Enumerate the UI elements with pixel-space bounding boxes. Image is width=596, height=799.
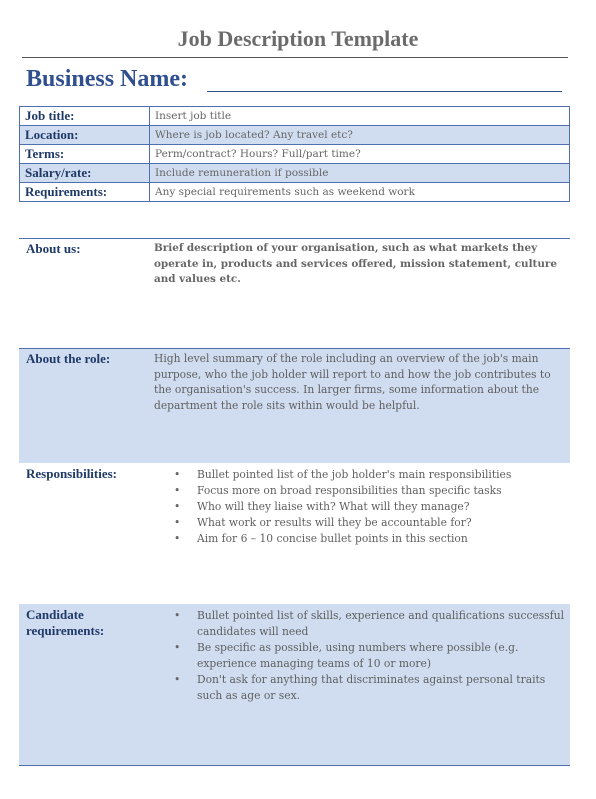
terms-label: Terms: (20, 145, 150, 164)
candidate-requirements-label: Candidate requirements: (26, 607, 105, 638)
location-value[interactable]: Where is job located? Any travel etc? (150, 126, 570, 145)
salary-rate-label: Salary/rate: (20, 164, 150, 183)
location-label: Location: (20, 126, 150, 145)
about-role-section (19, 348, 570, 463)
job-title-label: Job title: (20, 107, 150, 126)
responsibilities-section (19, 463, 570, 604)
business-name-label: Business Name: (26, 66, 189, 92)
list-item[interactable]: • Don't ask for anything that discriminates against personal traits such as age or sex. (174, 672, 564, 704)
list-item[interactable]: • Bullet pointed list of the job holder's main responsibilities (174, 467, 564, 483)
job-title-value[interactable]: Insert job title (150, 107, 570, 126)
bottom-divider (19, 765, 570, 766)
responsibilities-list (174, 467, 564, 547)
business-name-field[interactable] (207, 91, 562, 92)
list-item[interactable]: • Who will they liaise with? What will they manage? (174, 499, 564, 515)
about-us-section (19, 238, 570, 348)
table-row (20, 126, 570, 145)
table-row (20, 145, 570, 164)
requirements-label: Requirements: (20, 183, 150, 202)
list-item[interactable]: • What work or results will they be accountable for? (174, 515, 564, 531)
candidate-requirements-section (19, 604, 570, 765)
terms-value[interactable]: Perm/contract? Hours? Full/part time? (150, 145, 570, 164)
about-role-label: About the role: (26, 351, 111, 366)
section-divider (19, 238, 570, 239)
about-role-text[interactable]: High level summary of the role including an overview of the job's main purpose, who the job holder will report to and how the job contributes to the organisation's success. In larger firms, some information about the department the role sits within would be helpful. (154, 352, 551, 412)
list-item[interactable]: • Be specific as possible, using numbers where possible (e.g. experience managing teams of 10 or more) (174, 640, 564, 672)
table-row (20, 164, 570, 183)
salary-rate-value[interactable]: Include remuneration if possible (150, 164, 570, 183)
title-divider (22, 57, 568, 58)
job-info-table (19, 106, 570, 202)
requirements-value[interactable]: Any special requirements such as weekend work (150, 183, 570, 202)
responsibilities-label: Responsibilities: (26, 466, 118, 481)
list-item[interactable]: • Aim for 6 – 10 concise bullet points in this section (174, 531, 564, 547)
candidate-requirements-list (174, 608, 564, 704)
section-divider (19, 348, 570, 349)
document-title: Job Description Template (177, 26, 419, 51)
list-item[interactable]: • Bullet pointed list of skills, experience and qualifications successful candidates will need (174, 608, 564, 640)
table-row (20, 107, 570, 126)
about-us-text[interactable]: Brief description of your organisation, such as what markets they operate in, products and services offered, mission statement, culture and values etc. (154, 242, 557, 285)
about-us-label: About us: (26, 241, 81, 256)
list-item[interactable]: • Focus more on broad responsibilities than specific tasks (174, 483, 564, 499)
table-row (20, 183, 570, 202)
